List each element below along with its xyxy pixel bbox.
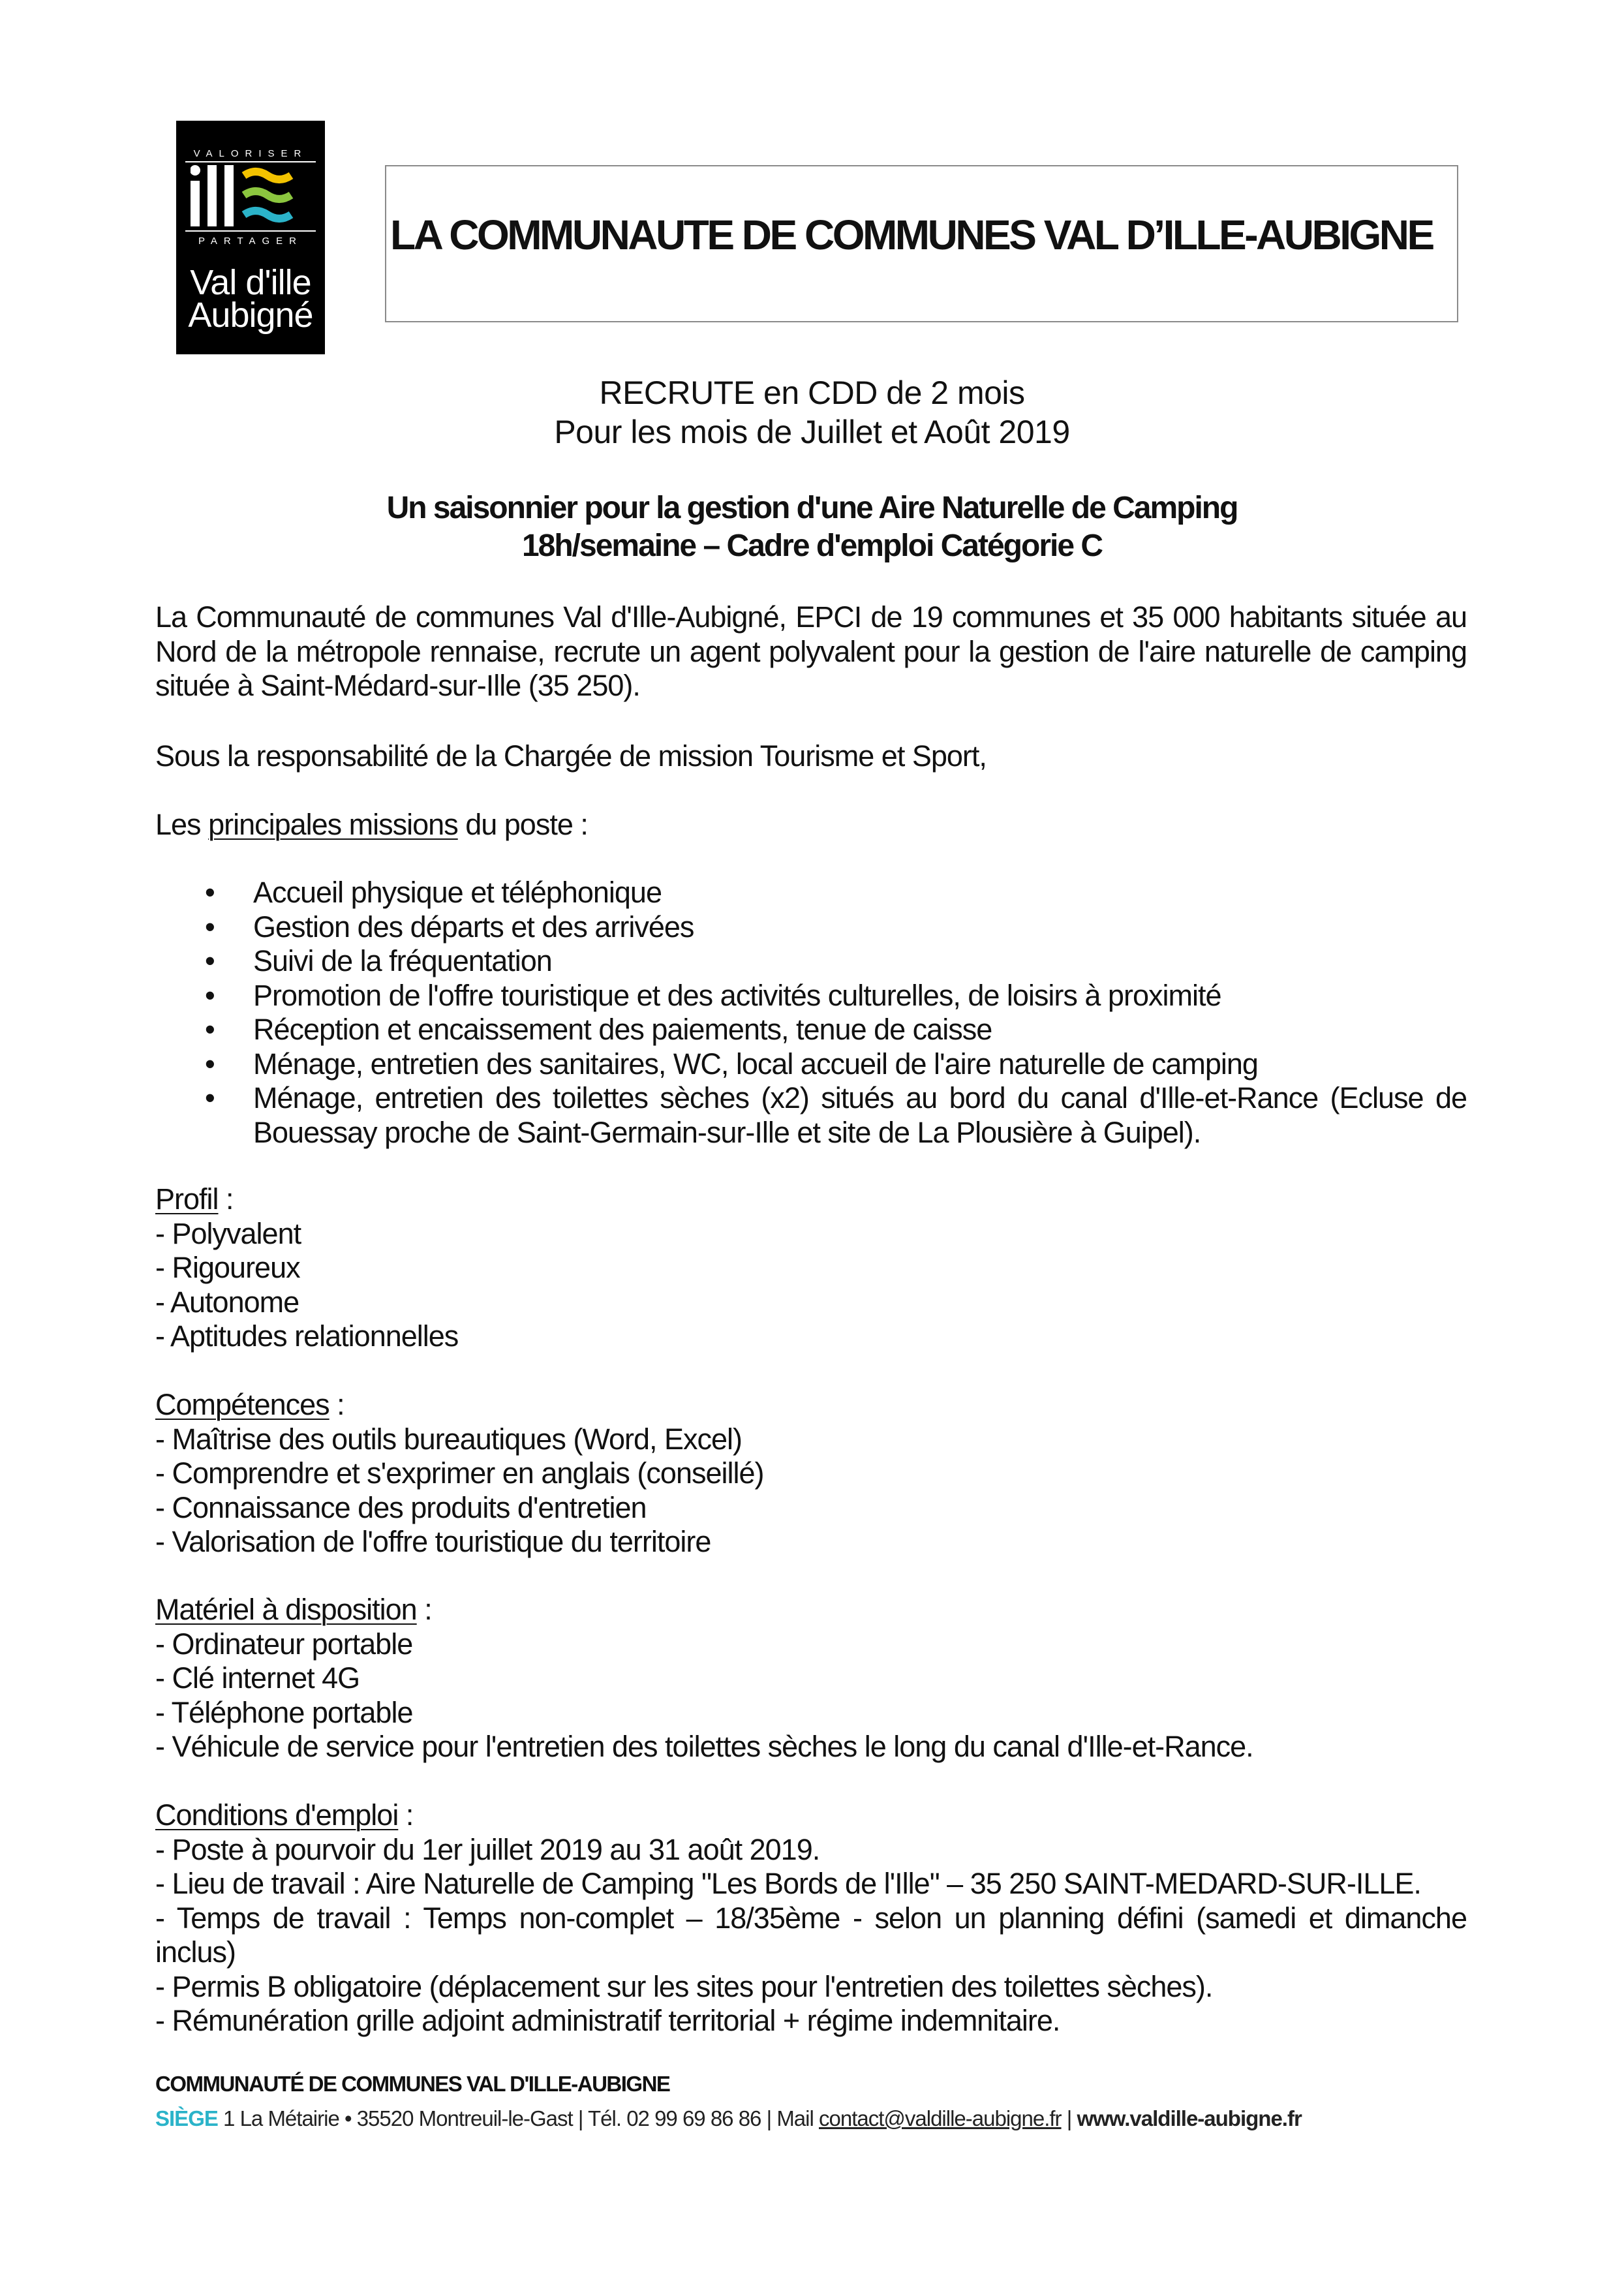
list-item (155, 910, 1467, 945)
mission-text: Réception et encaissement des paiements, tenue de caisse (253, 1013, 992, 1046)
list-item (155, 1047, 1467, 1082)
heading-suffix: : (398, 1798, 414, 1832)
logo-name-line2: Aubigné (188, 296, 313, 335)
list-item: - Permis B obligatoire (déplacement sur les sites pour l'entretien des toilettes sèches). (155, 1969, 1213, 2003)
footer-separator: | (1061, 2106, 1077, 2130)
list-item: - Maîtrise des outils bureautiques (Word, Excel) (155, 1422, 743, 1456)
bullet-icon: • (205, 1013, 215, 1046)
heading-suffix: : (416, 1593, 432, 1626)
list-item: - Poste à pourvoir du 1er juillet 2019 au 31 août 2019. (155, 1832, 820, 1866)
list-item (155, 944, 1467, 979)
equipment-label: Matériel à disposition (155, 1593, 417, 1626)
list-item (155, 979, 1467, 1013)
footer-address: 1 La Métairie • 35520 Montreuil-le-Gast | Tél. 02 99 69 86 86 | Mail (217, 2106, 819, 2130)
heading-suffix: : (218, 1182, 234, 1216)
mission-text: Accueil physique et téléphonique (253, 876, 662, 909)
section-heading (155, 1593, 1467, 1627)
bullet-icon: • (205, 876, 215, 909)
footer-mail-link[interactable]: contact@valdille-aubigne.fr (819, 2106, 1062, 2130)
skills-label: Compétences (155, 1388, 329, 1421)
mission-text: Ménage, entretien des sanitaires, WC, local accueil de l'aire naturelle de camping (253, 1047, 1258, 1081)
list-item: - Temps de travail : Temps non-complet – 18/35ème - selon un planning défini (samedi et dimanche inclus) (155, 1901, 1467, 1969)
logo-tagline-bottom: PARTAGER (198, 236, 303, 247)
logo (176, 121, 325, 354)
bullet-icon: • (205, 978, 215, 1012)
ille-waves-icon (191, 161, 314, 233)
list-item (155, 1081, 1467, 1150)
footer-contact (155, 2106, 1302, 2131)
list-item: - Autonome (155, 1285, 299, 1319)
responsibility-line: Sous la responsabilité de la Chargée de mission Tourisme et Sport, (155, 739, 987, 773)
list-item: - Connaissance des produits d'entretien (155, 1490, 647, 1524)
profile-section (155, 1182, 1467, 1354)
position-title (0, 489, 1624, 565)
conditions-section (155, 1798, 1467, 2038)
mission-text: Promotion de l'offre touristique et des activités culturelles, de loisirs à proximité (253, 978, 1221, 1012)
list-item: - Véhicule de service pour l'entretien des toilettes sèches le long du canal d'Ille-et-Rance. (155, 1730, 1253, 1763)
position-hours: 18h/semaine – Cadre d'emploi Catégorie C (521, 529, 1103, 563)
bullet-icon: • (205, 944, 215, 977)
profile-label: Profil (155, 1182, 219, 1216)
missions-suffix: du poste : (457, 808, 588, 841)
section-heading (155, 1182, 1467, 1217)
list-item: - Rigoureux (155, 1251, 300, 1284)
mission-text: Ménage, entretien des toilettes sèches (x2) situés au bord du canal d'Ille-et-Rance (Ecluse de Bouessay proche de Saint-Germain-sur-Ille et site de La Plousière à Guipel). (253, 1081, 1467, 1149)
recruitment-summary (0, 373, 1624, 452)
conditions-label: Conditions d'emploi (155, 1798, 399, 1832)
logo-tagline-top: VALORISER (193, 148, 308, 159)
contract-type: RECRUTE en CDD de 2 mois (599, 375, 1025, 411)
footer-siege-label: SIÈGE (155, 2106, 218, 2130)
list-item: - Clé internet 4G (155, 1661, 360, 1695)
bullet-icon: • (205, 1081, 215, 1114)
logo-divider (185, 230, 316, 232)
bullet-icon: • (205, 910, 215, 944)
list-item: - Téléphone portable (155, 1695, 413, 1729)
page-title: LA COMMUNAUTE DE COMMUNES VAL D’ILLE-AUBIGNE (390, 211, 1433, 258)
list-item: - Aptitudes relationnelles (155, 1319, 459, 1353)
bullet-icon: • (205, 1047, 215, 1081)
missions-heading (155, 808, 1467, 842)
intro-paragraph: La Communauté de communes Val d'Ille-Aubigné, EPCI de 19 communes et 35 000 habitants située au Nord de la métropole rennaise, recrute un agent polyvalent pour la gestion de l'aire naturelle de camping située à Saint-Médard-sur-Ille (35 250). (155, 600, 1467, 702)
list-item: - Lieu de travail : Aire Naturelle de Camping "Les Bords de l'Ille" – 35 250 SAINT-MEDARD-SUR-ILLE. (155, 1867, 1421, 1900)
list-item: - Comprendre et s'exprimer en anglais (conseillé) (155, 1456, 764, 1490)
list-item: - Valorisation de l'offre touristique du territoire (155, 1525, 711, 1558)
contract-period: Pour les mois de Juillet et Août 2019 (554, 414, 1070, 450)
missions-prefix: Les (155, 808, 209, 841)
list-item: - Rémunération grille adjoint administratif territorial + régime indemnitaire. (155, 2004, 1060, 2037)
logo-name-line1: Val d'ille (190, 263, 311, 302)
mission-text: Suivi de la fréquentation (253, 944, 552, 977)
missions-label: principales missions (208, 808, 458, 841)
title-box (385, 165, 1458, 322)
equipment-section (155, 1593, 1467, 1764)
missions-list (155, 876, 1467, 1150)
footer-title: COMMUNAUTÉ DE COMMUNES VAL D'ILLE-AUBIGNE (155, 2072, 670, 2096)
footer-website-link[interactable]: www.valdille-aubigne.fr (1077, 2106, 1302, 2130)
list-item: - Ordinateur portable (155, 1627, 413, 1661)
skills-section (155, 1388, 1467, 1559)
section-heading (155, 1798, 1467, 1833)
heading-suffix: : (329, 1388, 345, 1421)
position-name: Un saisonnier pour la gestion d'une Aire Naturelle de Camping (386, 491, 1238, 525)
mission-text: Gestion des départs et des arrivées (253, 910, 694, 944)
section-heading (155, 1388, 1467, 1422)
list-item (155, 1013, 1467, 1047)
list-item (155, 876, 1467, 910)
list-item: - Polyvalent (155, 1216, 301, 1250)
